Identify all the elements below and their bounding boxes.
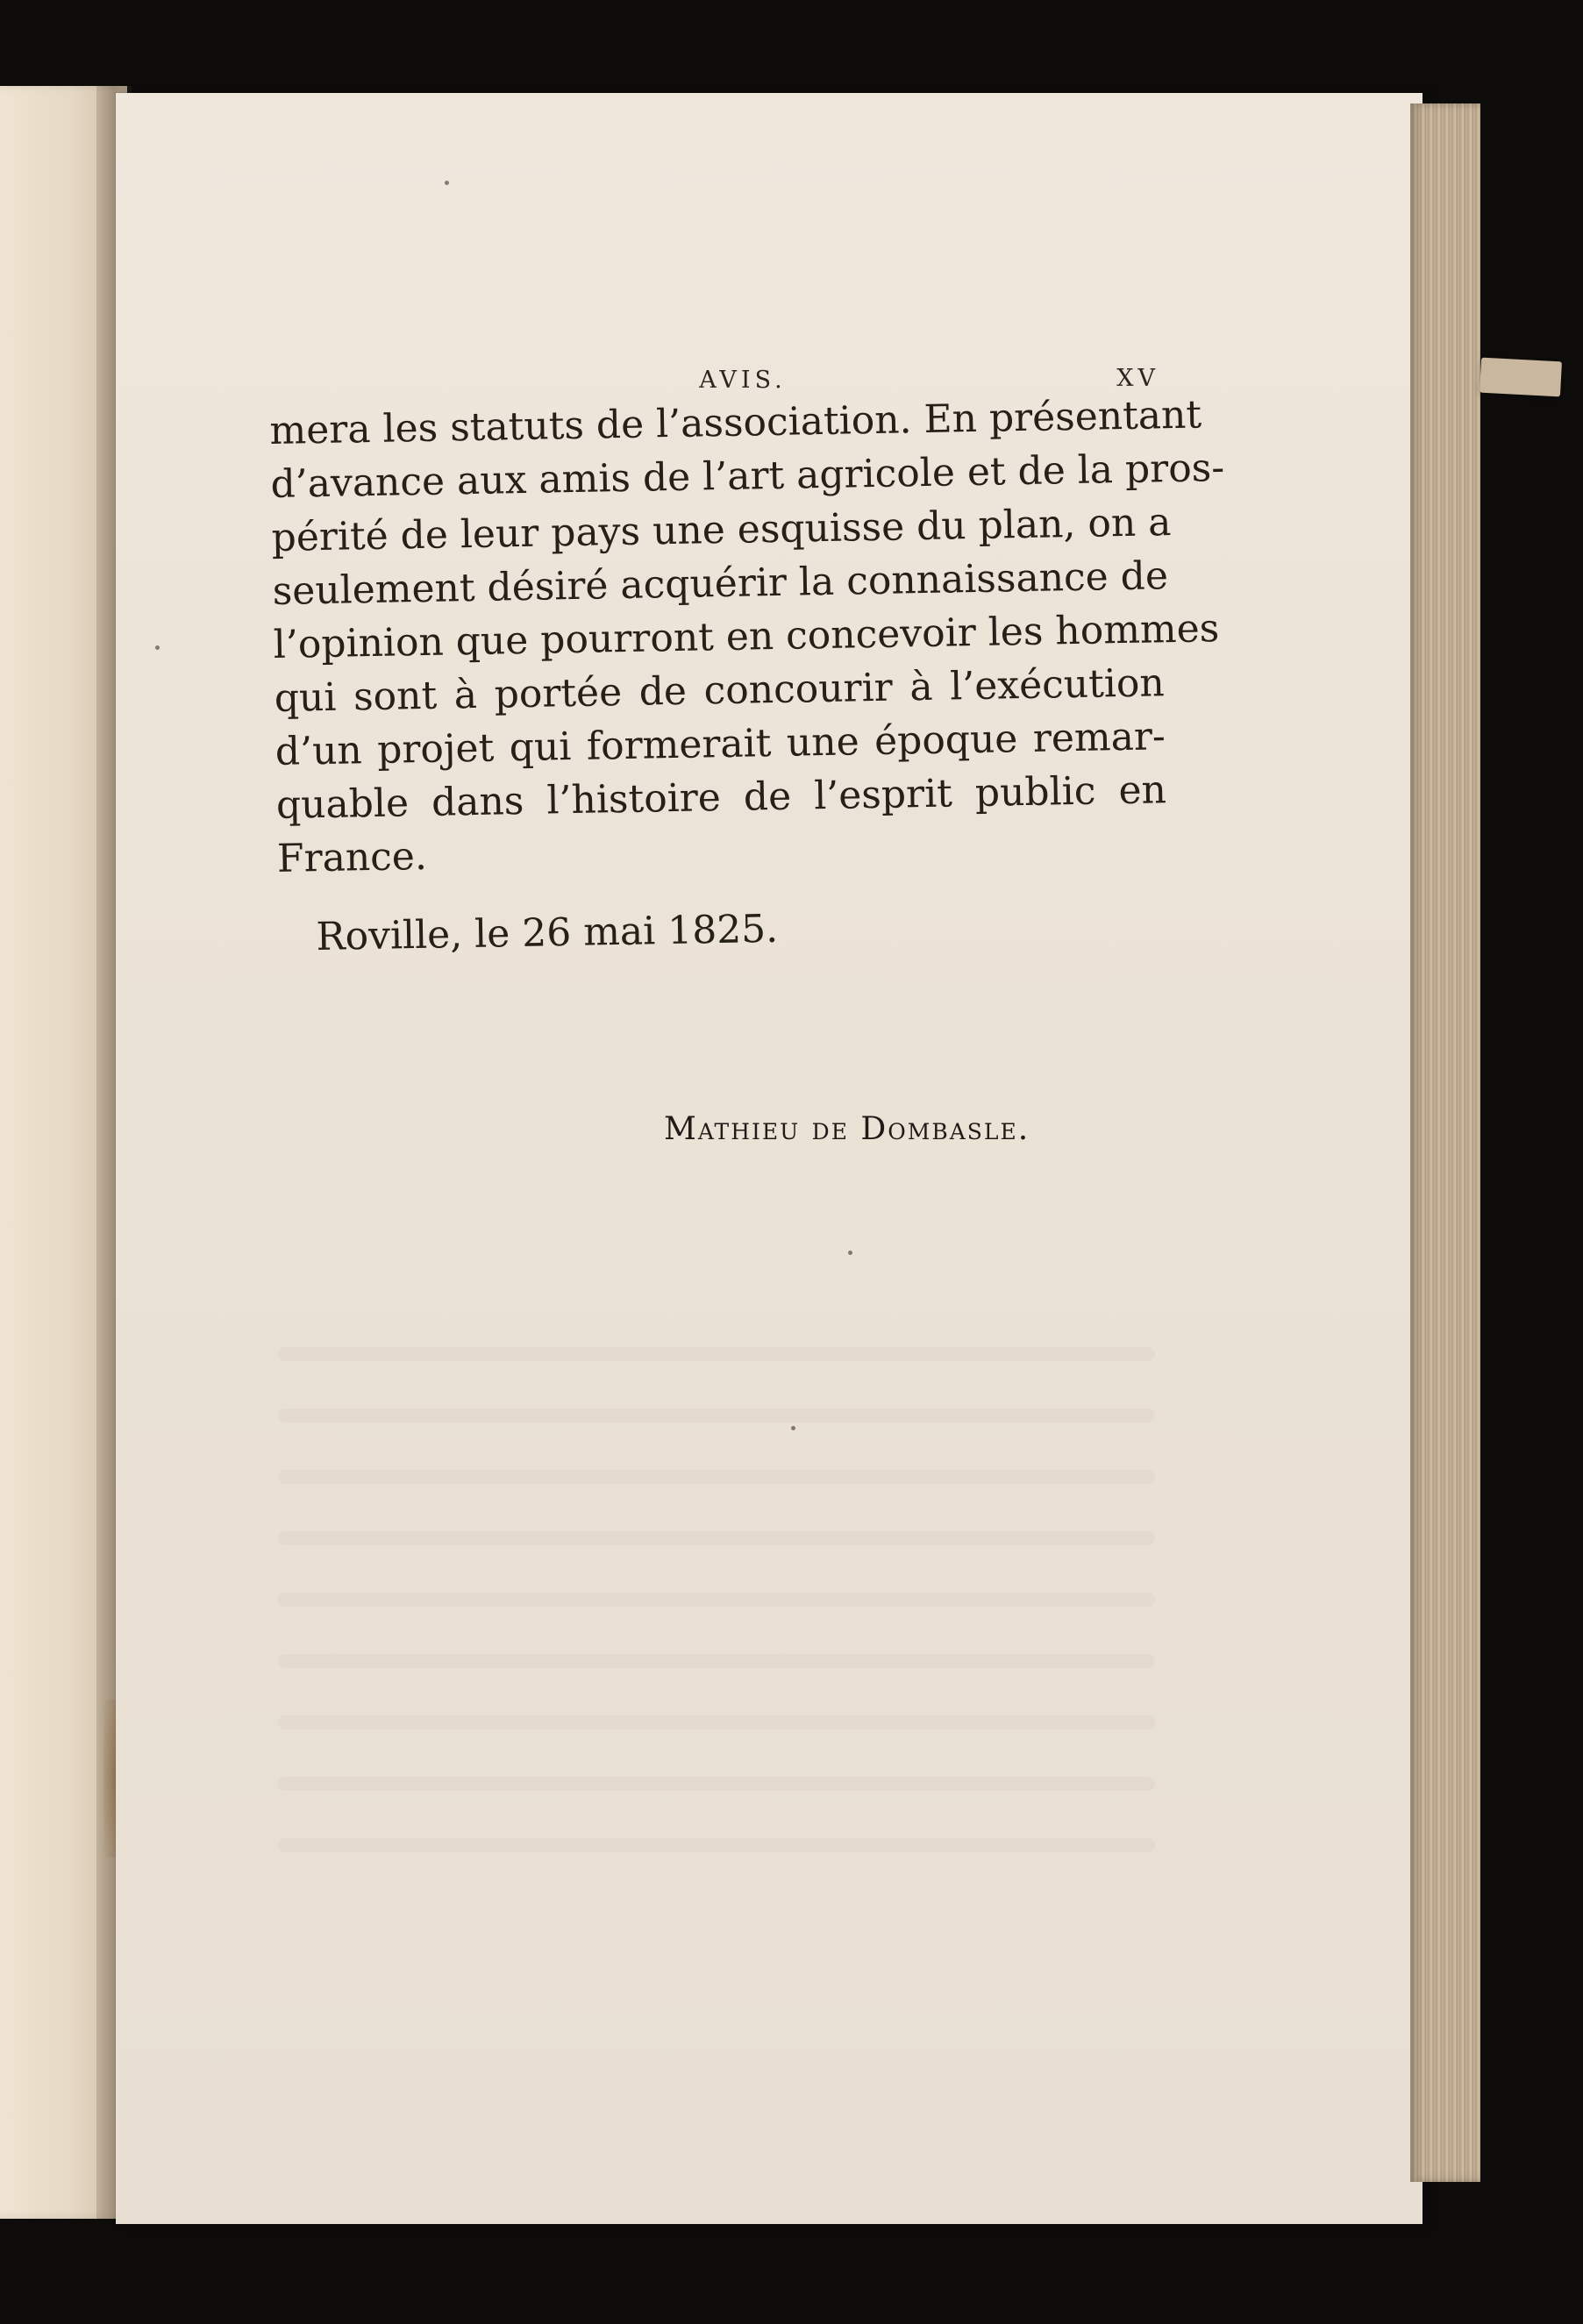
right-page <box>116 93 1423 2224</box>
show-through-line <box>278 1470 1155 1484</box>
body-line: quable dans l’histoire de l’esprit public en <box>275 767 1167 828</box>
date-line: Roville, le 26 mai 1825. <box>316 906 779 959</box>
show-through-line <box>278 1408 1155 1422</box>
body-line: périté de leur pays une esquisse du plan, on a <box>271 500 1172 560</box>
show-through-line <box>278 1777 1155 1791</box>
paper-speck <box>445 181 449 185</box>
show-through-line <box>278 1593 1155 1607</box>
show-through-line <box>278 1531 1155 1545</box>
show-through-line <box>278 1715 1155 1729</box>
body-line: l’opinion que pourront en concevoir les hommes <box>273 606 1220 667</box>
running-title: AVIS. <box>699 367 787 394</box>
body-line: France. <box>276 833 428 881</box>
paper-speck <box>155 645 160 650</box>
body-line: seulement désiré acquérir la connaissance de <box>272 553 1169 614</box>
author-signature: Mathieu de Dombasle. <box>664 1111 1030 1147</box>
body-line: qui sont à portée de concourir à l’exécution <box>274 660 1166 721</box>
body-line: d’un projet qui formerait une époque remar- <box>275 714 1166 774</box>
paper-tab <box>1480 358 1562 397</box>
page-fore-edge <box>1410 103 1480 2182</box>
paper-speck <box>848 1251 852 1255</box>
show-through-line <box>278 1347 1155 1361</box>
body-line: d’avance aux amis de l’art agricole et de la pros- <box>270 446 1225 507</box>
paper-speck <box>791 1426 795 1430</box>
page-number: XV <box>1116 365 1159 392</box>
show-through-line <box>278 1654 1155 1668</box>
body-paragraph <box>269 389 1225 886</box>
show-through-line <box>278 1838 1155 1852</box>
body-line: mera les statuts de l’association. En présentant <box>269 392 1202 453</box>
